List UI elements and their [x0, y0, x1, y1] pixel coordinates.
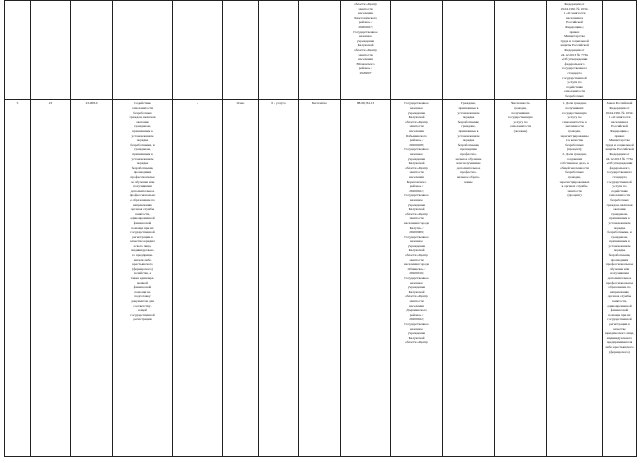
- cell-paid: Бесплатно: [299, 100, 341, 457]
- cell-service-name: Содействие самозанятости безработных граждан, включая оказание гражданам, признанным в установленном порядке безработными, и гражданам, признанным в установленном порядке безработными, прошедшим профессиональн ое обучение или получившим дополнительное профессионально е образование по направлению органов службы занятости, единовременной финансовой помощи при их государственной регистрации в качестве юридич еского лица, индивидуально го предприни- мателя либо крестьянского (фермерского) хозяйства, а также единовре- менной финансовой помощи на подготовку документов для соответству- ющей государственной регистрации: [113, 100, 173, 457]
- cell: [5, 1, 31, 100]
- cell-consumers: Граждане, признанные в установленном порядке безработными; граждане, признанные в установленном порядке безработными, прошедшие профессио- нальное обучение или получившие дополнительное профессио- нальное образо- вание: [443, 100, 495, 457]
- cell-okpd: 88.99; 84.13: [341, 100, 391, 457]
- cell-basis-continued: Федерации от 19.04.1991 № 1032- 1 «О занятости населения в Российской Федерации»; приказ Министерства труда и социальной защиты Российской Федерации от 24.12.2013 № 773н «Об утверждении федерального государственного стандарта государственной услуги по содействию самозанятости безработных: [547, 1, 603, 100]
- cell: [299, 1, 341, 100]
- cell: [603, 1, 637, 100]
- cell: [443, 1, 495, 100]
- cell-institutions-continued: области «Центр занятости населения Хвастовичского района» / 2920002?; Государственное казенное учреждение Калужской области «Центр занятости населения Юхновского района» / 2920007: [341, 1, 391, 100]
- cell: [259, 1, 299, 100]
- cell: [31, 1, 71, 100]
- cell: [495, 1, 547, 100]
- cell-institutions: Государственное казенное учреждение Калужской области «Центр занятости населения Бабынинского района» / 29200028; Государственное казенное учреждение Калужской области «Центр занятости населения Борисовского района» / 29200021; Государственное казенное учреждение Калужской области «Центр занятости населения города Калуги» / 29200009; Государственное казенное учреждение Калужской области «Центр занятости населения города Обнинска» / 29200016; Государственное казенное учреждение Калужской области «Центр занятости населения Дзержинского района» / 29200022; Государственное казенное учреждение Калужской области «Центр: [391, 100, 443, 457]
- table-row-previous: [5, 1, 637, 100]
- cell: [223, 1, 259, 100]
- cell-form: Очно: [223, 100, 259, 457]
- cell-code: 23: [31, 100, 71, 457]
- cell: [173, 1, 223, 100]
- cell-okved: 23.008.0: [71, 100, 113, 457]
- table-row: [5, 100, 637, 457]
- cell-volume: Численность граждан, получивших государственную услугу по самозанятости (человек): [495, 100, 547, 457]
- cell: [391, 1, 443, 100]
- cell-dash: -: [173, 100, 223, 457]
- cell-row-number: 5: [5, 100, 31, 457]
- cell: [71, 1, 113, 100]
- cell-type: 0 - услуга: [259, 100, 299, 457]
- cell-basis: Закон Российской Федерации от 19.04.1991 № 1032- 1 «О занятости населения в Российской Федерации»; приказ Министерства труда и социальной защиты Российской Федерации от 24.12.2013 № 773н «Об утверждении федерального государственного стандарта государственной услуги по содействию самозанятости безработных граждан, включая оказание гражданам, признанным в установленном порядке безработными, и гражданам, признанным в установленном порядке безработными, прошедшим профессиональное обучение или получившим дополнительное профессиональное образование по направлению органов службы занятости, единовременной финансовой помощи при их государственной регистрации в качестве юридического лица, индивидуального предпринимателя либо крестьянского (фермерского): [603, 100, 637, 457]
- cell-quality: 1. Доля граждан, получивших государственную услугу по самозанятости, в численности граждан, зарегистрированны х в качестве безработных (процент); 2. Доля граждан, создавших собственное дело, в общей численности безработных граждан, зарегистрированных в органах службы занятости (процент): [547, 100, 603, 457]
- cell: [113, 1, 173, 100]
- registry-table: [4, 0, 637, 457]
